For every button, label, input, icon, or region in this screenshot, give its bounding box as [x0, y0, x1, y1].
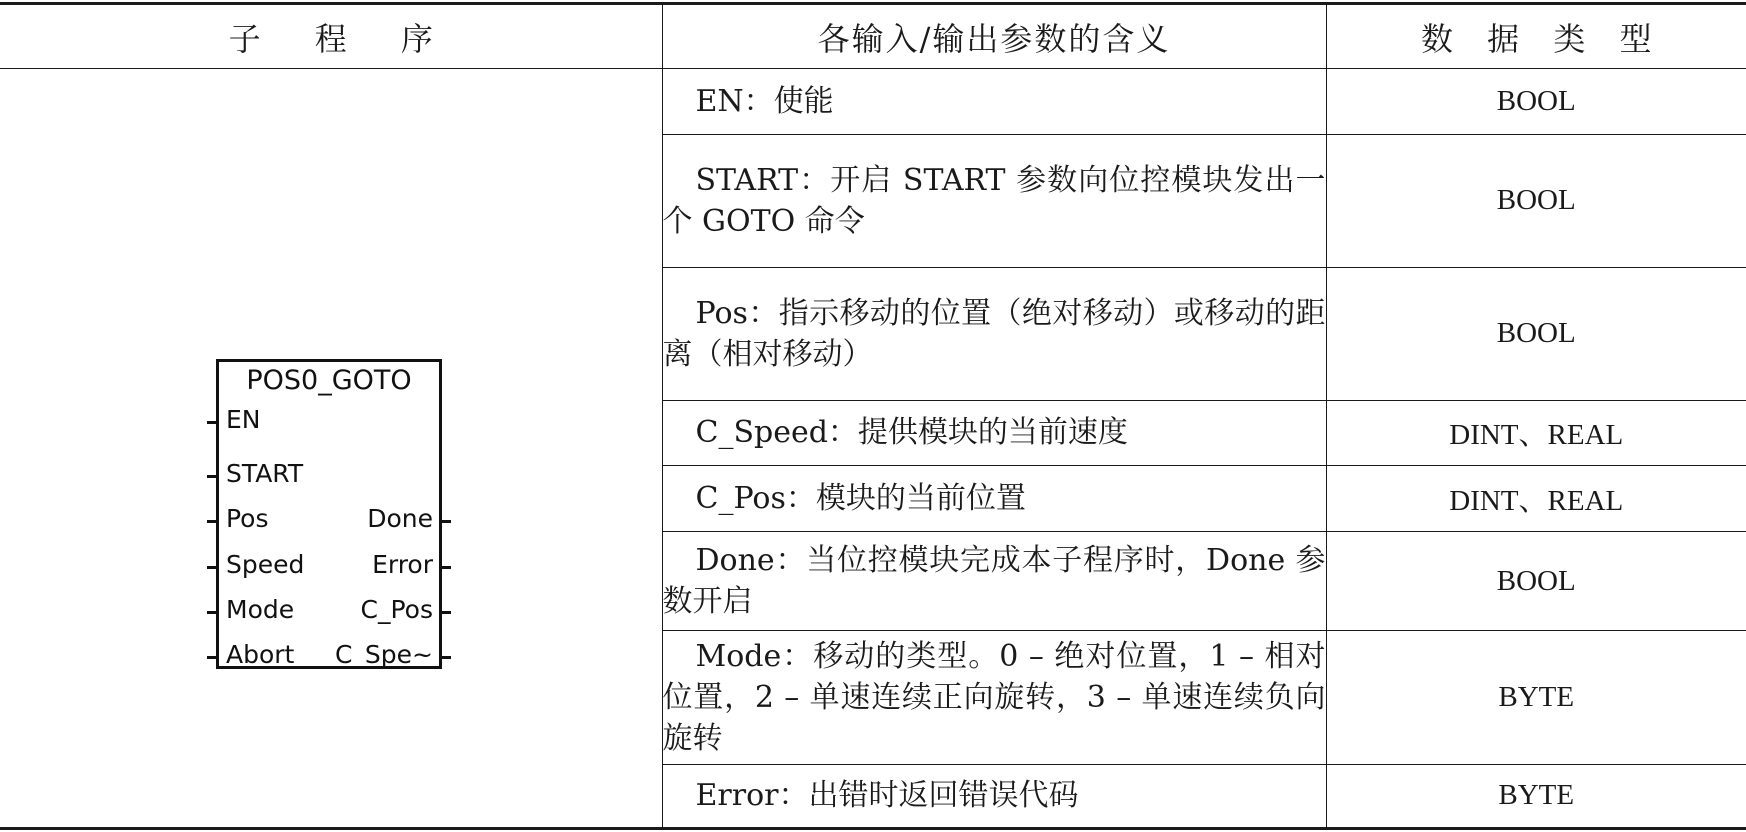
- param-description-c-speed: C_Speed：提供模块的当前速度: [662, 400, 1326, 465]
- input-pin-abort: Abort: [226, 640, 295, 669]
- param-description-en: EN：使能: [662, 69, 1326, 135]
- parameter-table: [0, 2, 1746, 830]
- param-type-done: BOOL: [1326, 532, 1746, 631]
- param-description-pos: Pos：指示移动的位置（绝对移动）或移动的距离（相对移动）: [662, 267, 1326, 400]
- input-pin-speed: Speed: [226, 550, 305, 579]
- param-type-start: BOOL: [1326, 135, 1746, 267]
- param-type-en: BOOL: [1326, 69, 1746, 135]
- input-stub: [207, 421, 217, 424]
- output-stub: [441, 656, 451, 659]
- input-stub: [207, 611, 217, 614]
- param-type-pos: BOOL: [1326, 267, 1746, 400]
- param-type-c-speed: DINT、REAL: [1326, 400, 1746, 465]
- param-type-mode: BYTE: [1326, 631, 1746, 764]
- param-type-error: BYTE: [1326, 764, 1746, 828]
- output-pin-c-speed: C_Spe~: [334, 640, 433, 669]
- output-stub: [441, 566, 451, 569]
- param-description-c-pos: C_Pos：模块的当前位置: [662, 466, 1326, 532]
- output-stub: [441, 520, 451, 523]
- function-block-title: POS0_GOTO: [246, 365, 412, 396]
- param-description-start: START：开启 START 参数向位控模块发出一个 GOTO 命令: [662, 135, 1326, 267]
- input-pin-en: EN: [226, 405, 261, 434]
- output-pin-done: Done: [367, 504, 433, 533]
- input-pin-start: START: [226, 459, 304, 488]
- input-pin-mode: Mode: [226, 595, 295, 624]
- header-parameter-meaning: 各输入/输出参数的含义: [662, 4, 1326, 69]
- param-description-done: Done：当位控模块完成本子程序时，Done 参数开启: [662, 532, 1326, 631]
- header-data-type: 数 据 类 型: [1326, 4, 1746, 69]
- output-pin-error: Error: [372, 550, 433, 579]
- output-pin-c-pos: C_Pos: [360, 595, 433, 624]
- subroutine-cell: [0, 69, 662, 829]
- param-type-c-pos: DINT、REAL: [1326, 466, 1746, 532]
- header-row: [0, 4, 1746, 69]
- input-pin-pos: Pos: [226, 504, 269, 533]
- header-subroutine: 子 程 序: [0, 4, 662, 69]
- input-stub: [207, 520, 217, 523]
- function-block-diagram: [216, 359, 442, 669]
- table-row: [0, 69, 1746, 135]
- param-description-error: Error：出错时返回错误代码: [662, 764, 1326, 828]
- input-stub: [207, 566, 217, 569]
- input-stub: [207, 656, 217, 659]
- param-description-mode: Mode：移动的类型。0 – 绝对位置，1 – 相对位置，2 – 单速连续正向旋转，3 – 单速连续负向旋转: [662, 631, 1326, 764]
- input-stub: [207, 475, 217, 478]
- output-stub: [441, 611, 451, 614]
